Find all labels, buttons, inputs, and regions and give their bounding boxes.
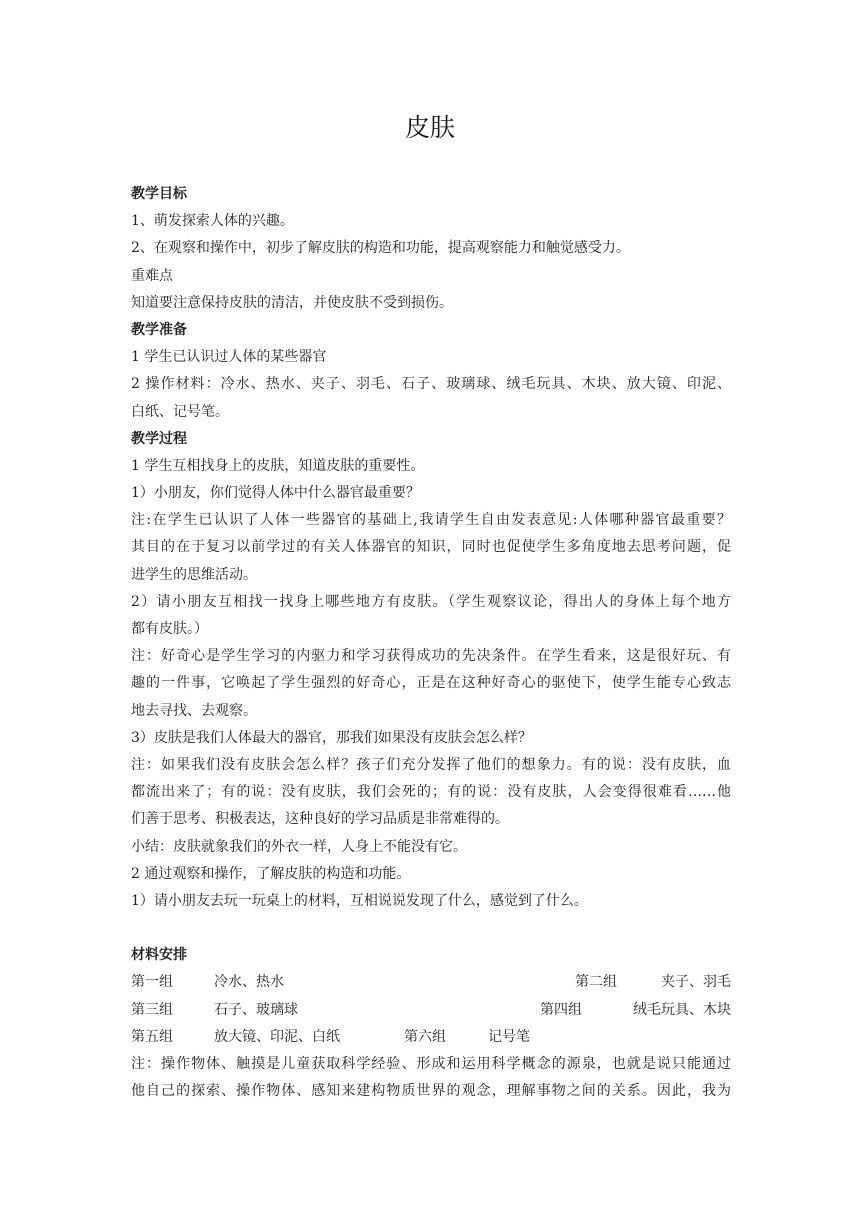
- paragraph: 都流出来了；有的说：没有皮肤，我们会死的；有的说：没有皮肤，人会变得很难看……他: [131, 784, 731, 801]
- paragraph: 2、在观察和操作中，初步了解皮肤的构造和功能，提高观察能力和触觉感受力。: [131, 240, 630, 257]
- paragraph: 3）皮肤是我们人体最大的器官，那我们如果没有皮肤会怎么样？: [131, 729, 532, 746]
- process-heading: 教学过程: [131, 430, 187, 447]
- goals-heading: 教学目标: [131, 186, 187, 202]
- group-items: 冷水、热水: [214, 974, 284, 991]
- group-name: 第二组: [575, 974, 617, 991]
- paragraph: 注：好奇心是学生学习的内驱力和学习获得成功的先决条件。在学生看来，这是很好玩、有: [131, 648, 731, 665]
- materials-row: [131, 969, 731, 996]
- paragraph: 他自己的探索、操作物体、感知来建构物质世界的观念，理解事物之间的关系。因此，我为: [131, 1083, 731, 1100]
- paragraph: 知道要注意保持皮肤的清洁，并使皮肤不受到损伤。: [131, 294, 453, 311]
- paragraph: 1 学生互相找身上的皮肤，知道皮肤的重要性。: [131, 457, 425, 474]
- paragraph: 趣的一件事，它唤起了学生强烈的好奇心，正是在这种好奇心的驱使下，使学生能专心致志: [131, 675, 731, 692]
- prep-heading: 教学准备: [131, 321, 187, 338]
- paragraph: 2）请小朋友互相找一找身上哪些地方有皮肤。（学生观察议论，得出人的身体上每个地方: [131, 593, 731, 610]
- group-items: 绒毛玩具、木块: [633, 1001, 731, 1018]
- paragraph: 1 学生已认识过人体的某些器官: [131, 349, 327, 366]
- paragraph: 注:在学生已认识了人体一些器官的基础上,我请学生自由发表意见:人体哪种器官最重要？: [131, 512, 731, 529]
- page-title: 皮肤: [404, 113, 455, 142]
- paragraph: 进学生的思维活动。: [131, 566, 257, 583]
- paragraph: 其目的在于复习以前学过的有关人体器官的知识，同时也促使学生多角度地去思考问题，促: [131, 539, 731, 556]
- paragraph: 地去寻找、去观察。: [131, 702, 257, 719]
- paragraph: 1）请小朋友去玩一玩桌上的材料，互相说说发现了什么，感觉到了什么。: [131, 892, 588, 909]
- group-name: 第三组: [131, 1001, 173, 1018]
- group-items: 放大镜、印泥、白纸: [214, 1028, 340, 1045]
- paragraph: 2 操作材料：冷水、热水、夹子、羽毛、石子、玻璃球、绒毛玩具、木块、放大镜、印泥、: [131, 376, 731, 393]
- group-name: 第六组: [404, 1028, 446, 1045]
- group-items: 石子、玻璃球: [214, 1001, 298, 1018]
- paragraph: 注：如果我们没有皮肤会怎么样？孩子们充分发挥了他们的想象力。有的说：没有皮肤，血: [131, 756, 731, 773]
- group-name: 第四组: [540, 1001, 582, 1018]
- paragraph: 注：操作物体、触摸是儿童获取科学经验、形成和运用科学概念的源泉，也就是说只能通过: [131, 1056, 731, 1072]
- group-items: 夹子、羽毛: [661, 974, 731, 991]
- materials-row: [131, 1024, 731, 1051]
- paragraph: 1）小朋友，你们觉得人体中什么器官最重要？: [131, 485, 420, 502]
- blank-line: [131, 915, 731, 942]
- key-heading: 重难点: [131, 267, 173, 284]
- paragraph: 1、萌发探索人体的兴趣。: [131, 213, 294, 230]
- paragraph: 小结：皮肤就象我们的外衣一样，人身上不能没有它。: [131, 838, 467, 855]
- materials-heading: 材料安排: [131, 947, 187, 964]
- paragraph: 都有皮肤。）: [131, 621, 208, 637]
- paragraph: 2 通过观察和操作，了解皮肤的构造和功能。: [131, 865, 411, 882]
- materials-row: [131, 997, 731, 1024]
- paragraph: 们善于思考、积极表达，这种良好的学习品质是非常难得的。: [131, 811, 509, 828]
- group-items: 记号笔: [488, 1028, 530, 1045]
- group-name: 第一组: [131, 974, 173, 991]
- paragraph: 白纸、记号笔。: [131, 403, 229, 420]
- group-name: 第五组: [131, 1028, 173, 1045]
- document-body: [131, 181, 731, 1105]
